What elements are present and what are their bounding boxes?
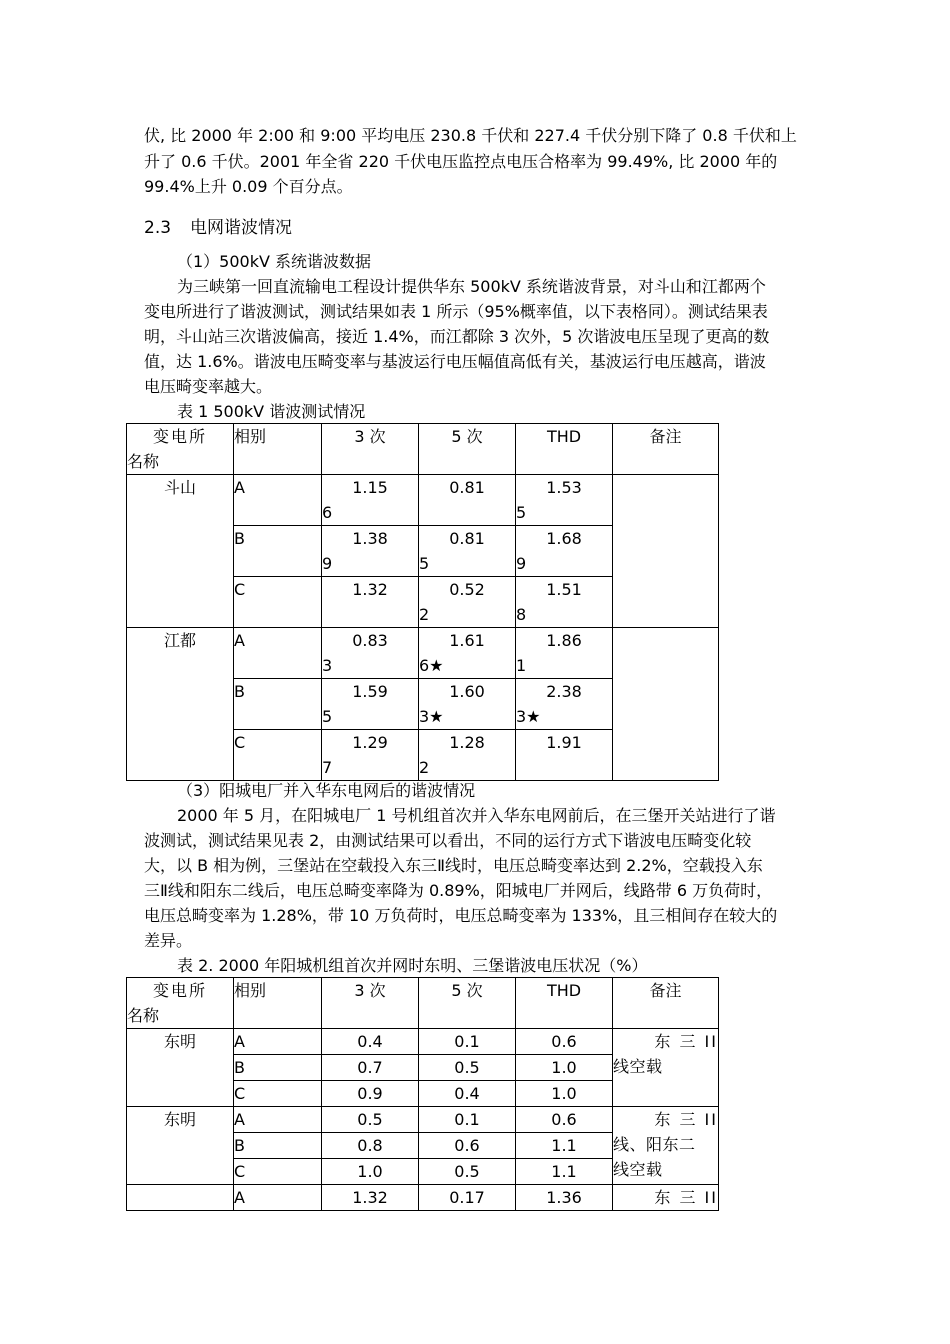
header-station: 变电所 名称 [127, 424, 234, 475]
phase-cell: B [234, 526, 322, 577]
section-title: 电网谐波情况 [190, 218, 292, 238]
h3-cell: 0.4 [322, 1029, 419, 1055]
table-2 [126, 977, 719, 1211]
thd-cell: 1.86 1 [516, 628, 613, 679]
header-thd: THD [516, 424, 613, 475]
table-row [127, 475, 719, 526]
thd-cell: 1.68 9 [516, 526, 613, 577]
thd-cell: 1.0 [516, 1055, 613, 1081]
table1-caption: 表 1 500kV 谐波测试情况 [177, 402, 366, 421]
phase-cell: B [234, 679, 322, 730]
h5-cell: 0.52 2 [419, 577, 516, 628]
para2-line-3: 大，以 B 相为例，三堡站在空载投入东三Ⅱ线时，电压总畸变率达到 2.2%，空载投入东 [144, 856, 763, 875]
h5-cell: 0.17 [419, 1185, 516, 1211]
thd-cell: 1.36 [516, 1185, 613, 1211]
subsection-3-title: （3）阳城电厂并入华东电网后的谐波情况 [177, 781, 476, 800]
para2-line-2: 波测试，测试结果见表 2，由测试结果可以看出，不同的运行方式下谐波电压畸变化较 [144, 831, 752, 850]
h3-cell: 0.5 [322, 1107, 419, 1133]
header-station: 变电所 名称 [127, 978, 234, 1029]
table-header-row [127, 978, 719, 1029]
header-note: 备注 [613, 978, 719, 1029]
h5-cell: 1.28 2 [419, 730, 516, 781]
header-phase: 相别 [234, 424, 322, 475]
h3-cell: 0.7 [322, 1055, 419, 1081]
para1-line-4: 值，达 1.6%。谐波电压畸变率与基波运行电压幅值高低有关，基波运行电压越高，谐波 [144, 352, 766, 371]
para2-line-4: 三Ⅱ线和阳东二线后，电压总畸变率降为 0.89%，阳城电厂并网后，线路带 6 万负荷时， [144, 881, 773, 900]
section-heading [144, 213, 292, 238]
phase-cell: C [234, 1159, 322, 1185]
h3-cell: 1.32 [322, 577, 419, 628]
para2-line-6: 差异。 [144, 931, 193, 950]
h5-cell: 0.6 [419, 1133, 516, 1159]
para1-line-5: 电压畸变率越大。 [144, 377, 273, 396]
header-note: 备注 [613, 424, 719, 475]
h3-cell: 0.9 [322, 1081, 419, 1107]
header-h3: 3 次 [322, 978, 419, 1029]
para1-line-1: 为三峡第一回直流输电工程设计提供华东 500kV 系统谐波背景，对斗山和江都两个 [177, 277, 766, 296]
h3-cell: 1.59 5 [322, 679, 419, 730]
table-row [127, 1107, 719, 1133]
phase-cell: B [234, 1055, 322, 1081]
table-row [127, 1185, 719, 1211]
thd-cell: 2.38 3★ [516, 679, 613, 730]
station-name: 东明 [127, 1029, 234, 1107]
note-cell [613, 628, 719, 781]
thd-cell: 0.6 [516, 1107, 613, 1133]
intro-line-1: 伏, 比 2000 年 2:00 和 9:00 平均电压 230.8 千伏和 227.4 千伏分别下降了 0.8 千伏和上 [144, 126, 797, 145]
note-cell [613, 475, 719, 628]
para1-line-2: 变电所进行了谐波测试，测试结果如表 1 所示（95%概率值，以下表格同）。测试结果表 [144, 302, 768, 321]
h5-cell: 0.5 [419, 1159, 516, 1185]
note-cell: 东 三 II 线、阳东二 线空载 [613, 1107, 719, 1185]
phase-cell: A [234, 1185, 322, 1211]
phase-cell: A [234, 1029, 322, 1055]
h3-cell: 1.38 9 [322, 526, 419, 577]
h5-cell: 1.60 3★ [419, 679, 516, 730]
h5-cell: 0.4 [419, 1081, 516, 1107]
thd-cell: 1.1 [516, 1159, 613, 1185]
header-thd: THD [516, 978, 613, 1029]
h3-cell: 1.0 [322, 1159, 419, 1185]
h5-cell: 0.1 [419, 1029, 516, 1055]
h5-cell: 0.81 5 [419, 526, 516, 577]
phase-cell: B [234, 1133, 322, 1159]
h5-cell: 0.1 [419, 1107, 516, 1133]
station-name: 斗山 [127, 475, 234, 628]
table2-caption: 表 2. 2000 年阳城机组首次并网时东明、三堡谐波电压状况（%） [177, 956, 648, 975]
note-cell: 东 三 II 线空载 [613, 1029, 719, 1107]
table-row [127, 628, 719, 679]
table-header-row [127, 424, 719, 475]
para2-line-1: 2000 年 5 月，在阳城电厂 1 号机组首次并入华东电网前后，在三堡开关站进行了谐 [177, 806, 776, 825]
h3-cell: 1.29 7 [322, 730, 419, 781]
phase-cell: A [234, 628, 322, 679]
h5-cell: 0.81 [419, 475, 516, 526]
header-phase: 相别 [234, 978, 322, 1029]
h3-cell: 1.15 6 [322, 475, 419, 526]
header-h5: 5 次 [419, 424, 516, 475]
thd-cell: 0.6 [516, 1029, 613, 1055]
note-cell: 东 三 II [613, 1185, 719, 1211]
para2-line-5: 电压总畸变率为 1.28%，带 10 万负荷时，电压总畸变率为 133%，且三相间存在较大的 [144, 906, 778, 925]
phase-cell: C [234, 1081, 322, 1107]
header-h3: 3 次 [322, 424, 419, 475]
phase-cell: C [234, 730, 322, 781]
intro-line-2: 升了 0.6 千伏。2001 年全省 220 千伏电压监控点电压合格率为 99.49%, 比 2000 年的 [144, 152, 778, 171]
thd-cell: 1.51 8 [516, 577, 613, 628]
phase-cell: A [234, 1107, 322, 1133]
table-row [127, 1029, 719, 1055]
thd-cell: 1.91 [516, 730, 613, 781]
subsection-1-title: （1）500kV 系统谐波数据 [177, 252, 372, 271]
intro-line-3: 99.4%上升 0.09 个百分点。 [144, 177, 353, 196]
h3-cell: 0.8 [322, 1133, 419, 1159]
station-name: 江都 [127, 628, 234, 781]
thd-cell: 1.53 5 [516, 475, 613, 526]
header-h5: 5 次 [419, 978, 516, 1029]
h5-cell: 0.5 [419, 1055, 516, 1081]
section-number: 2.3 [144, 218, 172, 238]
station-name: 东明 [127, 1107, 234, 1185]
thd-cell: 1.0 [516, 1081, 613, 1107]
h3-cell: 0.83 3 [322, 628, 419, 679]
h5-cell: 1.61 6★ [419, 628, 516, 679]
h3-cell: 1.32 [322, 1185, 419, 1211]
phase-cell: A [234, 475, 322, 526]
thd-cell: 1.1 [516, 1133, 613, 1159]
table-1 [126, 423, 719, 781]
phase-cell: C [234, 577, 322, 628]
para1-line-3: 明，斗山站三次谐波偏高，接近 1.4%，而江都除 3 次外，5 次谐波电压呈现了更高的数 [144, 327, 770, 346]
station-name [127, 1185, 234, 1211]
